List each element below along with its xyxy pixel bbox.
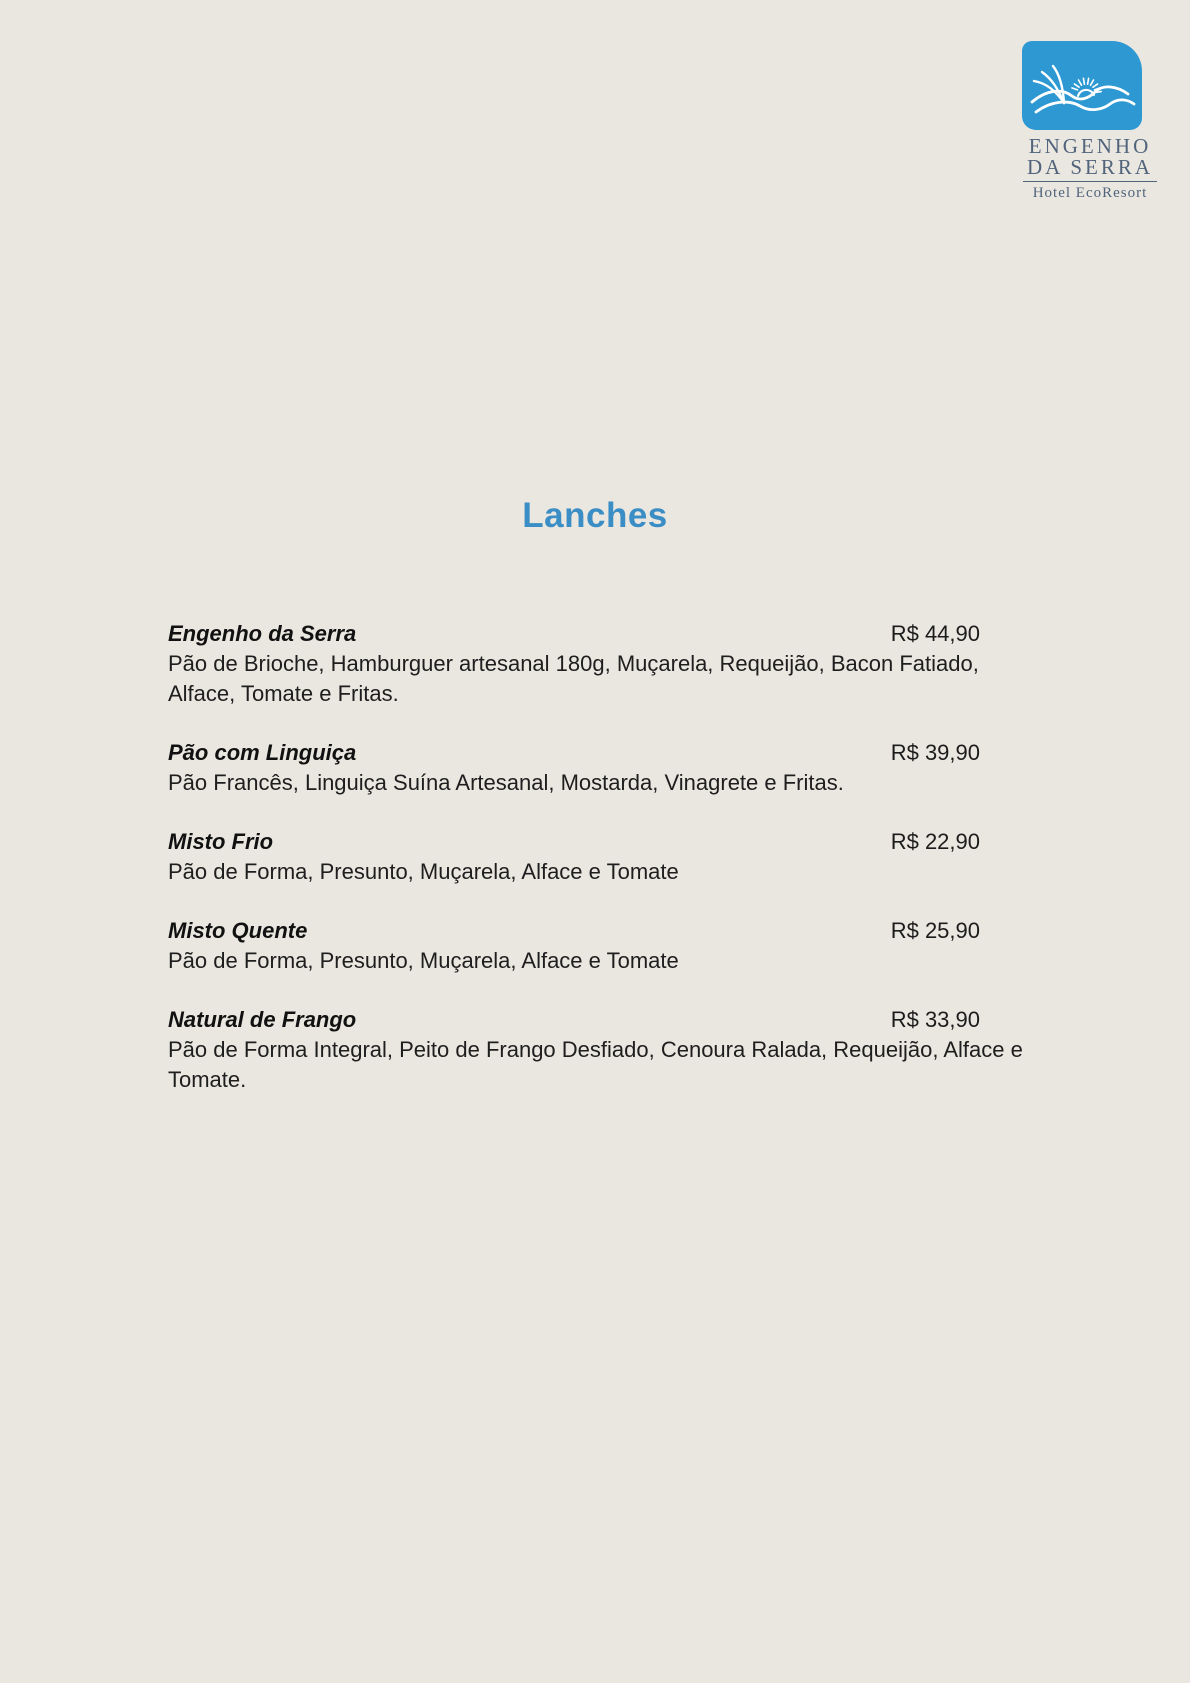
menu-item-name: Engenho da Serra [168,621,357,646]
menu-item-head [168,738,980,768]
menu-item-price: R$ 39,90 [890,740,980,765]
logo-wordmark [1020,135,1160,201]
menu-item [168,916,1024,976]
menu-item [168,1005,1024,1095]
menu-item-price: R$ 33,90 [890,1007,980,1032]
logo-square [1022,41,1142,130]
menu-item-description: Pão de Forma, Presunto, Muçarela, Alface e Tomate [168,859,679,884]
page-title: Lanches [522,496,668,535]
menu-item-price: R$ 25,90 [890,918,980,943]
menu-item-head [168,916,980,946]
menu-item-name: Natural de Frango [168,1007,357,1032]
menu-item-description: Pão de Brioche, Hamburguer artesanal 180g, Muçarela, Requeijão, Bacon Fatiado, Alface, Tomate e Fritas. [168,651,979,706]
menu-item-head [168,619,980,649]
menu-item-description: Pão Francês, Linguiça Suína Artesanal, Mostarda, Vinagrete e Fritas. [168,770,844,795]
menu-item-head [168,827,980,857]
logo-tagline: Hotel EcoResort [1032,185,1148,201]
menu-item-description: Pão de Forma, Presunto, Muçarela, Alface e Tomate [168,948,679,973]
menu-item-head [168,1005,980,1035]
palm-sun-waves-icon [1022,41,1142,130]
menu-item [168,738,1024,798]
logo-name-line2: DA SERRA [1023,157,1157,182]
hotel-logo [1020,41,1160,201]
menu-list [168,619,1024,1124]
menu-item-price: R$ 22,90 [890,829,980,854]
menu-item-name: Misto Quente [168,918,308,943]
logo-name-line1: ENGENHO [1028,134,1152,158]
menu-item-name: Misto Frio [168,829,274,854]
menu-item [168,827,1024,887]
menu-item-description: Pão de Forma Integral, Peito de Frango Desfiado, Cenoura Ralada, Requeijão, Alface e Tomate. [168,1037,1023,1092]
menu-item-name: Pão com Linguiça [168,740,357,765]
menu-item-price: R$ 44,90 [890,621,980,646]
menu-item [168,619,1024,709]
